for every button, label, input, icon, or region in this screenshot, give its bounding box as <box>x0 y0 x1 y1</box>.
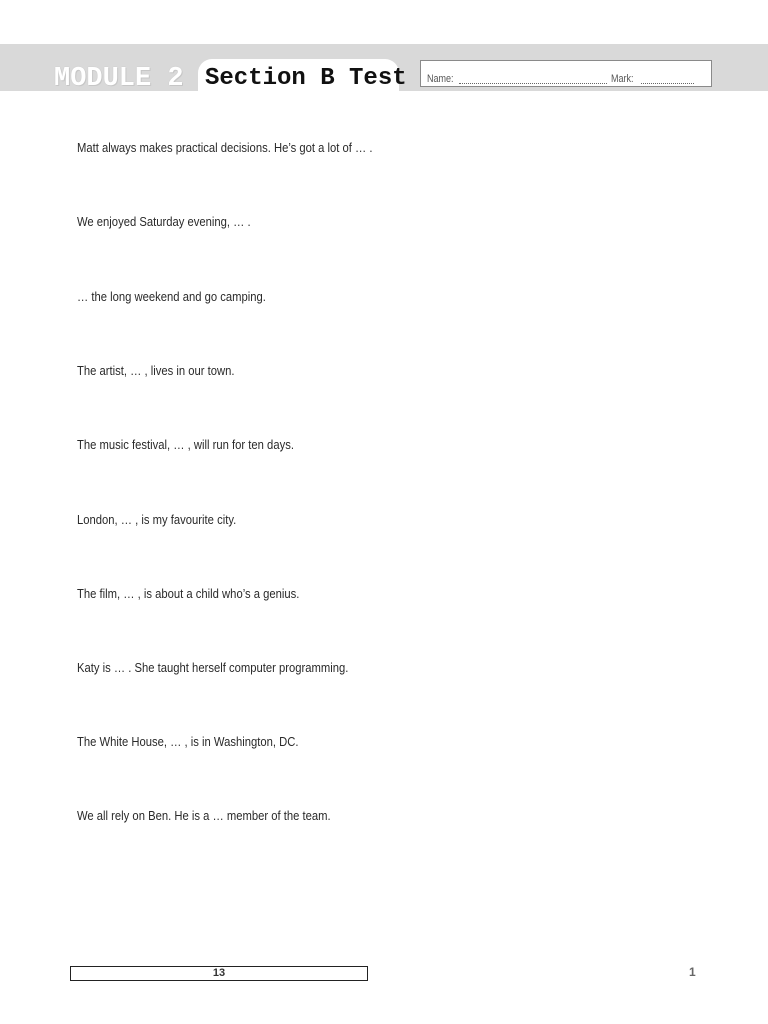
question-6: London, … , is my favourite city. <box>77 513 237 527</box>
mark-label: Mark: <box>611 73 634 85</box>
footer-box <box>70 966 368 981</box>
question-9: The White House, … , is in Washington, DC. <box>77 735 299 749</box>
module-label: MODULE 2 <box>54 64 184 94</box>
question-5: The music festival, … , will run for ten days. <box>77 438 294 452</box>
question-8: Katy is … . She taught herself computer programming. <box>77 661 349 675</box>
name-mark-box <box>420 60 712 87</box>
question-1: Matt always makes practical decisions. He’s got a lot of … . <box>77 141 373 155</box>
question-3: … the long weekend and go camping. <box>77 290 266 304</box>
name-label: Name: <box>427 73 454 85</box>
name-field[interactable] <box>459 83 607 84</box>
footer-code: 13 <box>212 967 226 979</box>
question-10: We all rely on Ben. He is a … member of the team. <box>77 809 331 823</box>
question-4: The artist, … , lives in our town. <box>77 364 235 378</box>
question-7: The film, … , is about a child who’s a genius. <box>77 587 300 601</box>
mark-field[interactable] <box>641 83 694 84</box>
section-title: Section B Test <box>205 65 407 92</box>
question-2: We enjoyed Saturday evening, … . <box>77 215 251 229</box>
page-number: 1 <box>689 965 696 979</box>
